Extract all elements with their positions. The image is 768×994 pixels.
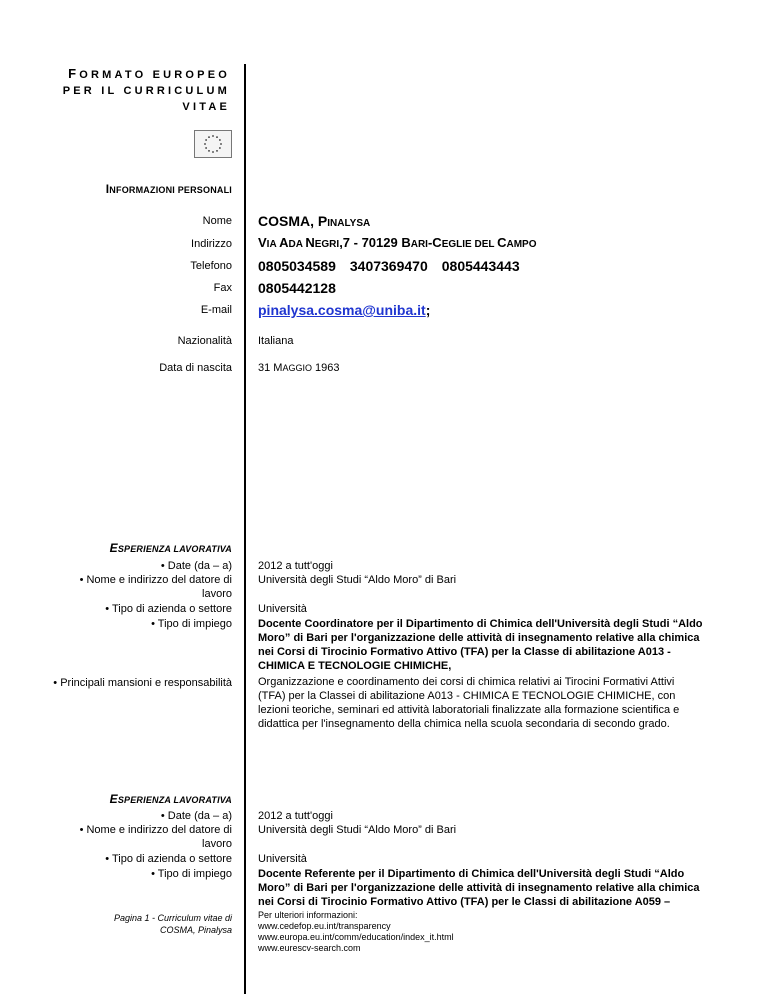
name-value: COSMA, PINALYSA <box>258 213 371 229</box>
personal-info-heading: INFORMAZIONI PERSONALI <box>105 182 232 196</box>
work-experience-heading: ESPERIENZA LAVORATIVA <box>109 541 232 555</box>
duties-value: Organizzazione e coordinamento dei corsi di chimica relativi ai Tirocini Formativi Attivi (TFA) per la Classei di abilitazione A013 - CHIMICA E TECNOLOGIE CHIMICHE, con lezioni teoriche, seminari ed attività laboratoriali finalizzate alla formazione scientifica e didattica per l'insegnamento della chimica nella scuola secondaria di secondo grado. <box>258 676 680 730</box>
email-link[interactable]: pinalysa.cosma@uniba.it <box>258 302 426 318</box>
eu-flag-icon <box>194 130 232 158</box>
birth-date-label: Data di nascita <box>159 362 232 374</box>
footer-link-europa[interactable]: www.europa.eu.int/comm/education/index_it.html <box>258 932 454 942</box>
birth-date-value: 31 MAGGIO 1963 <box>258 362 340 374</box>
dates-label: • Date (da – a) <box>160 560 232 572</box>
name-label: Nome <box>202 215 232 227</box>
fax-label: Fax <box>213 282 232 294</box>
sector-value-2: Università <box>258 853 307 865</box>
job-value-2: Docente Referente per il Dipartimento di Chimica dell'Università degli Studi “Aldo Moro” di Bari per l'organizzazione delle attività di insegnamento relative alla chimica nei Corsi di Tirocinio Formativo Attivo (TFA) per le Classi di abilitazione A059 – <box>258 868 700 908</box>
job-value: Docente Coordinatore per il Dipartimento di Chimica dell'Università degli Studi “Aldo Moro” di Bari per l'organizzazione delle attività di insegnamento relative alla chimica nei Corsi di Tirocinio Formativo Attivo (TFA) per la Classe di abilitazione A013 - CHIMICA E TECNOLOGIE CHIMICHE, <box>258 618 703 672</box>
sector-label: • Tipo di azienda o settore <box>105 603 232 615</box>
sector-value: Università <box>258 603 307 615</box>
page-footer-right: Per ulteriori informazioni: www.cedefop.eu.int/transparency www.europa.eu.int/comm/education/index_it.html www.eurescv-search.com <box>258 910 454 953</box>
fax-value: 0805442128 <box>258 280 336 296</box>
document-title: FORMATO EUROPEO PER IL CURRICULUM VITAE <box>62 66 230 113</box>
sector-label-2: • Tipo di azienda o settore <box>105 853 232 865</box>
duties-label: • Principali mansioni e responsabilità <box>53 677 232 689</box>
email-label: E-mail <box>200 304 232 316</box>
dates-value-2: 2012 a tutt'oggi <box>258 810 333 822</box>
phone-value: 0805034589 3407369470 0805443443 <box>258 258 520 274</box>
nationality-value: Italiana <box>258 335 294 347</box>
phone-label: Telefono <box>190 260 232 272</box>
work-experience-heading-2: ESPERIENZA LAVORATIVA <box>109 792 232 806</box>
job-label-2: • Tipo di impiego <box>151 868 232 880</box>
footer-link-eurescv[interactable]: www.eurescv-search.com <box>258 943 361 953</box>
dates-value: 2012 a tutt'oggi <box>258 560 333 572</box>
employer-value-2: Università degli Studi “Aldo Moro” di Bari <box>258 824 457 836</box>
nationality-label: Nazionalità <box>177 335 232 347</box>
email-value: pinalysa.cosma@uniba.it; <box>258 302 431 318</box>
employer-label-2: • Nome e indirizzo del datore di lavoro <box>79 824 232 850</box>
dates-label-2: • Date (da – a) <box>160 810 232 822</box>
employer-label: • Nome e indirizzo del datore di lavoro <box>79 574 232 600</box>
page-footer-left: Pagina 1 - Curriculum vitae di COSMA, Pinalysa <box>113 913 232 935</box>
column-divider <box>244 64 246 994</box>
employer-value: Università degli Studi “Aldo Moro” di Bari <box>258 574 457 586</box>
footer-link-cedefop[interactable]: www.cedefop.eu.int/transparency <box>258 921 391 931</box>
address-value: VIA ADA NEGRI,7 - 70129 BARI-CEGLIE DEL CAMPO <box>258 235 537 250</box>
job-label: • Tipo di impiego <box>151 618 232 630</box>
address-label: Indirizzo <box>191 238 232 250</box>
